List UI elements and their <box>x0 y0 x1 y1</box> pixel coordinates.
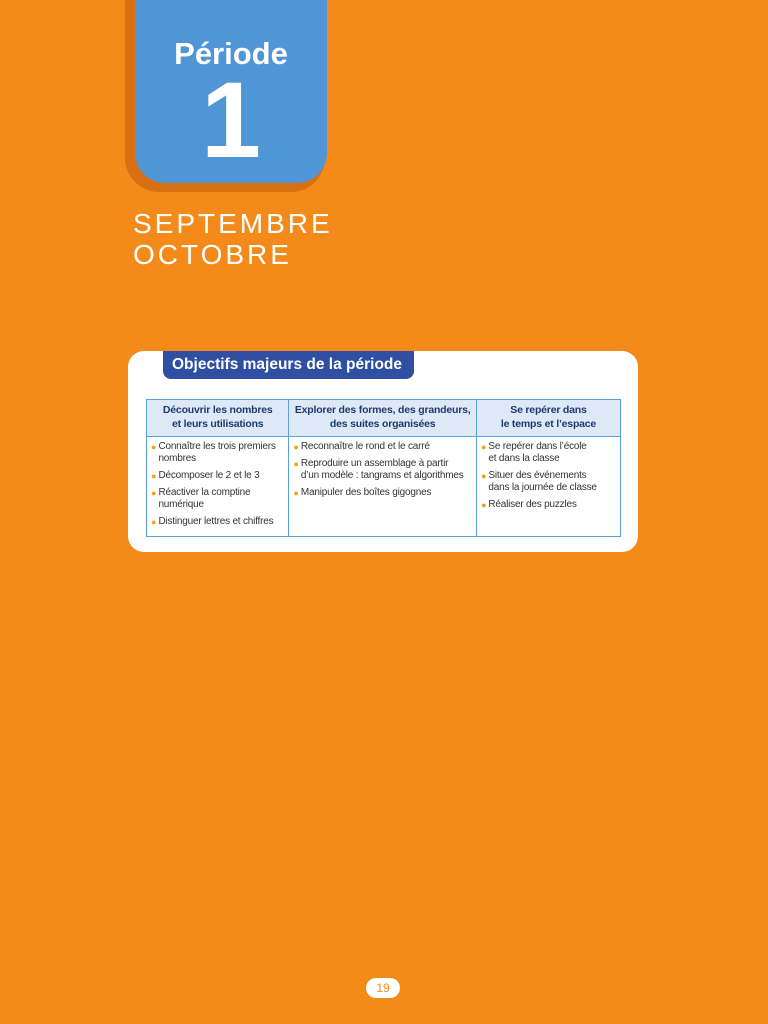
column-shapes-items <box>289 437 477 537</box>
column-numbers-items <box>147 437 289 537</box>
objectives-title: Objectifs majeurs de la période <box>163 351 414 379</box>
bullet-icon: ● <box>480 471 487 481</box>
bullet-icon: ● <box>293 488 299 498</box>
objectives-card <box>128 351 638 552</box>
bullet-icon: ● <box>480 442 487 452</box>
bullet-icon: ● <box>151 488 157 498</box>
list-item: ● Manipuler des boîtes gigognes <box>293 487 432 498</box>
list-item: ● Reproduire un assemblage à partir d’un modèle : tangrams et algorithmes <box>293 458 464 481</box>
month-2: OCTOBRE <box>133 239 292 270</box>
list-item: ● Situer des événements dans la journée de classe <box>480 470 597 493</box>
column-space-time-items <box>476 437 620 537</box>
list-item: ● Reconnaître le rond et le carré <box>293 441 430 452</box>
period-number: 1 <box>200 59 262 180</box>
bullet-icon: ● <box>293 459 299 469</box>
table-row <box>147 437 621 537</box>
column-header-space-time: Se repérer dans le temps et l’espace <box>476 400 620 437</box>
objectives-table <box>146 399 621 537</box>
bullet-icon: ● <box>480 500 487 510</box>
list-item: ● Réactiver la comptine numérique <box>151 487 251 510</box>
bullet-icon: ● <box>151 471 157 481</box>
column-header-numbers: Découvrir les nombres et leurs utilisations <box>147 400 289 437</box>
period-months <box>133 208 333 270</box>
period-label: Période <box>174 36 288 71</box>
list-item: ● Décomposer le 2 et le 3 <box>151 470 260 481</box>
bullet-icon: ● <box>151 517 157 527</box>
period-tab <box>135 0 327 183</box>
page-number: 19 <box>366 978 400 998</box>
table-header-row <box>147 400 621 437</box>
bullet-icon: ● <box>293 442 299 452</box>
list-item: ● Réaliser des puzzles <box>480 499 577 510</box>
list-item: ● Se repérer dans l’école et dans la classe <box>480 441 587 464</box>
month-1: SEPTEMBRE <box>133 208 333 239</box>
list-item: ● Distinguer lettres et chiffres <box>151 516 274 527</box>
column-header-shapes: Explorer des formes, des grandeurs, des suites organisées <box>289 400 477 437</box>
bullet-icon: ● <box>151 442 157 452</box>
list-item: ● Connaître les trois premiers nombres <box>151 441 276 464</box>
